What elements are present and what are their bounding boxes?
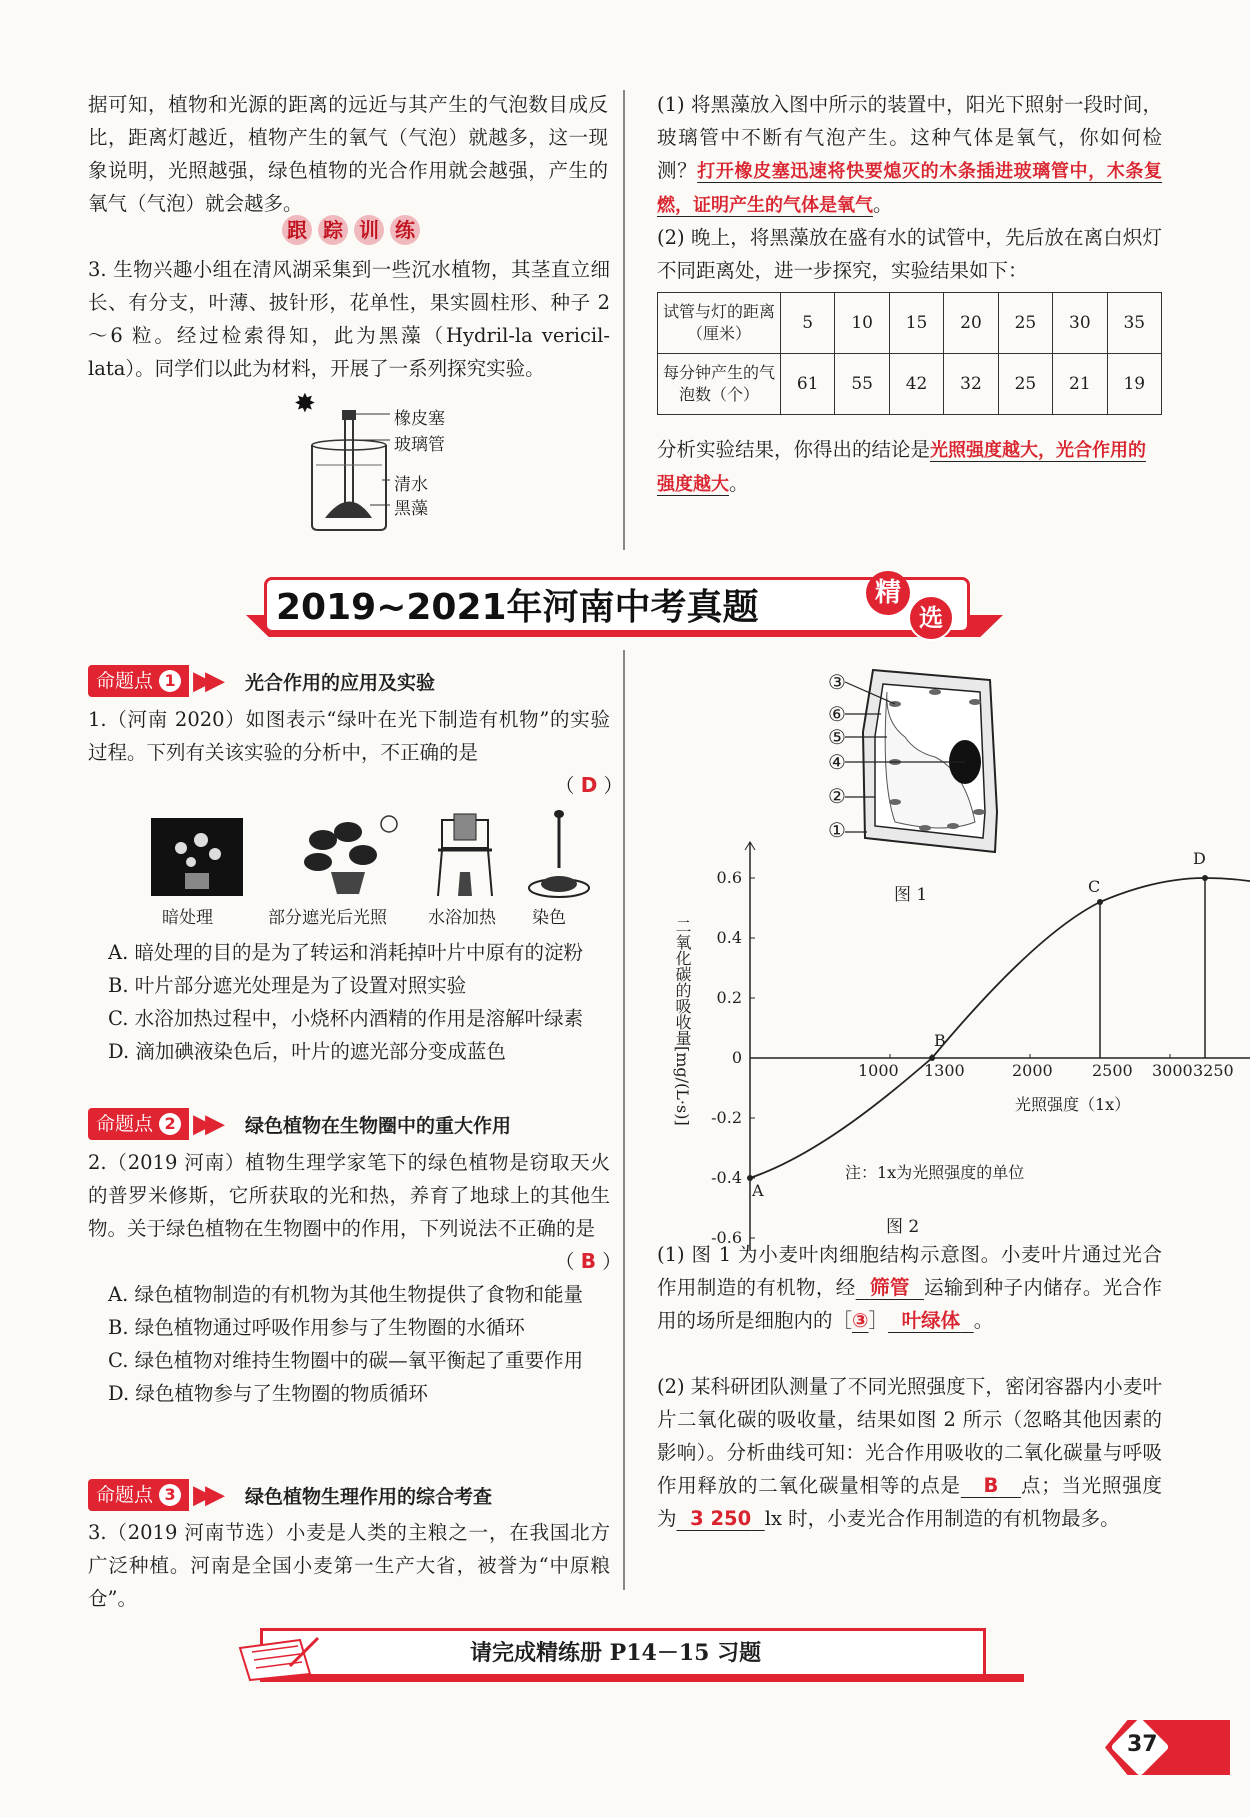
section-banner [246, 577, 1003, 641]
training-heading-char: 练 [390, 215, 420, 245]
top-right-q2: (2) 晚上，将黑藻放在盛有水的试管中，先后放在离白炽灯不同距离处，进一步探究，实验结果如下： [657, 226, 1162, 282]
point-label: C [1088, 877, 1101, 896]
cell-diagram [825, 662, 1005, 862]
answer-chloroplast-num: ③ [852, 1309, 869, 1332]
left-q2-options [108, 1278, 613, 1410]
banner-badge-top: 精 [866, 571, 910, 615]
table-row [658, 293, 1162, 354]
option-b: B. 绿色植物通过呼吸作用参与了生物圈的水循环 [108, 1316, 525, 1339]
y-tick-label: -0.4 [711, 1168, 742, 1187]
point-label: B [934, 1031, 946, 1050]
double-arrow-icon: ▶▶ [193, 1480, 218, 1510]
table-cell: 15 [889, 293, 943, 354]
point-label: D [1193, 849, 1206, 868]
conclusion-answer: 光照强度越大，光合作用的强度越大 [657, 440, 1147, 495]
top-left-paragraph: 据可知，植物和光源的距离的远近与其产生的气泡数目成反比，距离灯越近，植物产生的氧气（气泡）就越多，这一现象说明，光照越强，绿色植物的光合作用就会越强，产生的氧气（气泡）就会越多。 [88, 93, 608, 215]
option-c: C. 水浴加热过程中，小烧杯内酒精的作用是溶解叶绿素 [108, 1007, 584, 1030]
table-cell: 32 [944, 354, 998, 415]
banner-badge-bottom: 选 [908, 595, 954, 641]
apparatus-diagram [290, 390, 490, 540]
data-point [929, 1055, 935, 1061]
top-right-conclusion: 分析实验结果，你得出的结论是光照强度越大，光合作用的强度越大。 [657, 438, 1147, 495]
left-q1-text: 1.（河南 2020）如图表示“绿叶在光下制造有机物”的实验过程。下列有关该实验的分析中，不正确的是 [88, 708, 610, 764]
table-cell: 21 [1053, 354, 1107, 415]
option-b: B. 叶片部分遮光处理是为了设置对照实验 [108, 974, 467, 997]
topic3-title: 绿色植物生理作用的综合考查 [245, 1485, 493, 1508]
cell-label: ⑥ [828, 702, 846, 726]
top-right-q1: (1) 将黑藻放入图中所示的装置中，阳光下照射一段时间，玻璃管中不断有气泡产生。这种气体是氧气，你如何检测？打开橡皮塞迅速将快要熄灭的木条插进玻璃管中，木条复燃，证明产生的气体是氧气。 [657, 93, 1162, 216]
data-point [1097, 899, 1103, 905]
x-tick-label: 1000 [858, 1061, 899, 1080]
water-bath-image [430, 810, 510, 900]
footer-text: 请完成精练册 P14－15 习题 [470, 1640, 762, 1666]
image-caption-dark: 暗处理 [162, 908, 213, 928]
x-tick-label: 1300 [924, 1061, 965, 1080]
topic-badge-1: 命题点 1 ▶▶ 光合作用的应用及实验 [88, 664, 435, 698]
y-tick-label: 0.2 [716, 988, 742, 1007]
data-point [1202, 875, 1208, 881]
table-cell: 5 [781, 293, 835, 354]
footer-bar [230, 1628, 1020, 1683]
banner-title: 2019~2021年河南中考真题 [276, 587, 759, 628]
column-divider-bottom [623, 650, 625, 1590]
left-q2-answer: （ B ） [555, 1249, 622, 1273]
cell-label: ⑤ [828, 725, 846, 749]
apparatus-label-tube: 玻璃管 [394, 435, 445, 455]
pen-paper-icon [230, 1636, 320, 1682]
image-caption-shading: 部分遮光后光照 [268, 908, 387, 928]
double-arrow-icon: ▶▶ [193, 666, 218, 696]
y-tick-label: 0.4 [716, 928, 742, 947]
double-arrow-icon: ▶▶ [193, 1109, 218, 1139]
topic-badge-3: 命题点 3 ▶▶ 绿色植物生理作用的综合考查 [88, 1478, 492, 1512]
training-heading-char: 踪 [318, 215, 348, 245]
cell-label: ③ [828, 670, 846, 694]
option-d: D. 滴加碘液染色后，叶片的遮光部分变成蓝色 [108, 1040, 506, 1063]
x-tick-label: 3250 [1193, 1061, 1234, 1080]
x-tick-label: 2500 [1092, 1061, 1133, 1080]
cell-label: ① [828, 818, 846, 842]
right-q1: (1) 图 1 为小麦叶肉细胞结构示意图。小麦叶片通过光合作用制造的有机物，经 筛管 运输到种子内储存。光合作用的场所是细胞内的［③］ 叶绿体 。 [657, 1243, 1162, 1332]
apparatus-label-algae: 黑藻 [394, 499, 428, 519]
y-tick-label: 0.6 [716, 868, 742, 887]
left-q2-text: 2.（2019 河南）植物生理学家笔下的绿色植物是窃取天火的普罗米修斯，它所获取的光和热，养育了地球上的其他生物。关于绿色植物在生物圈中的作用，下列说法不正确的是 [88, 1151, 610, 1240]
y-tick-label: -0.6 [711, 1228, 742, 1247]
table-cell: 30 [1053, 293, 1107, 354]
table-cell: 42 [889, 354, 943, 415]
y-tick-label: -0.2 [711, 1108, 742, 1127]
table-cell: 20 [944, 293, 998, 354]
topic2-title: 绿色植物在生物圈中的重大作用 [245, 1114, 512, 1137]
cell-label: ② [828, 784, 846, 808]
page-number: 37 [1127, 1732, 1158, 1757]
top-left-q3: 3. 生物兴趣小组在清风湖采集到一些沉水植物，其茎直立细长、有分支，叶薄、披针形，花单性，果实圆柱形、种子 2～6 粒。经过检索得知，此为黑藻（Hydril-la vericil-lata）。同学们以此为材料，开展了一系列探究实验。 [88, 258, 610, 380]
option-a: A. 绿色植物制造的有机物为其他生物提供了食物和能量 [108, 1283, 583, 1306]
experiment-table [657, 292, 1162, 415]
x-tick-label: 3000 [1152, 1061, 1193, 1080]
table-cell: 19 [1107, 354, 1161, 415]
chart-note: 注：1x为光照强度的单位 [845, 1163, 1025, 1182]
chart-ylabel: 二氧化碳的吸收量[mg/(L·s)] [673, 918, 692, 1126]
point-label: A [752, 1181, 764, 1200]
right-q2: (2) 某科研团队测量了不同光照强度下，密闭容器内小麦叶片二氧化碳的吸收量，结果如图 2 所示（忽略其他因素的影响）。分析曲线可知：光合作用吸收的二氧化碳量与呼吸作用释放的二氧化碳量相等的点是 B 点；当光照强度为 3 250 lx 时，小麦光合作用制造的有机物最多。 [657, 1375, 1162, 1530]
answer-phloem: 筛管 [869, 1276, 910, 1299]
left-q3-text: 3.（2019 河南节选）小麦是人类的主粮之一，在我国北方广泛种植。河南是全国小麦第一生产大省，被誉为“中原粮仓”。 [88, 1521, 610, 1610]
answer-chloroplast: 叶绿体 [901, 1309, 961, 1332]
table-cell: 35 [1107, 293, 1161, 354]
table-cell: 25 [998, 293, 1052, 354]
table-cell: 61 [781, 354, 835, 415]
fig2-caption: 图 2 [886, 1217, 920, 1237]
image-caption-water-bath: 水浴加热 [428, 908, 496, 928]
table-header-bubbles: 每分钟产生的气泡数（个） [658, 354, 781, 415]
fig1-caption: 图 1 [894, 885, 928, 905]
apparatus-label-stopper: 橡皮塞 [394, 409, 445, 429]
x-tick-label: 2000 [1012, 1061, 1053, 1080]
sun-icon: ✸ [294, 389, 316, 419]
table-header-distance: 试管与灯的距离（厘米） [658, 293, 781, 354]
training-heading-char: 训 [354, 215, 384, 245]
table-cell: 10 [835, 293, 889, 354]
chart-xlabel: 光照强度（1x） [1015, 1095, 1131, 1114]
left-q1-options [108, 936, 613, 1068]
training-heading [282, 215, 420, 245]
rubber-stopper [342, 410, 356, 420]
column-divider-top [623, 90, 625, 550]
co2-curve [750, 878, 1250, 1178]
option-d: D. 绿色植物参与了生物圈的物质循环 [108, 1382, 428, 1405]
table-cell: 25 [998, 354, 1052, 415]
dark-treatment-image [151, 818, 243, 896]
q1-oxygen-answer: 打开橡皮塞迅速将快要熄灭的木条插进玻璃管中，木条复燃，证明产生的气体是氧气 [657, 161, 1162, 216]
training-heading-char: 跟 [282, 215, 312, 245]
cell-label: ④ [828, 750, 846, 774]
staining-image [523, 808, 593, 900]
page-number-badge [1105, 1720, 1230, 1775]
option-c: C. 绿色植物对维持生物圈中的碳—氧平衡起了重要作用 [108, 1349, 584, 1372]
cell-diagram-labels [828, 669, 846, 843]
topic1-title: 光合作用的应用及实验 [245, 671, 436, 694]
image-caption-staining: 染色 [532, 908, 566, 928]
table-cell: 55 [835, 354, 889, 415]
topic-badge-2: 命题点 2 ▶▶ 绿色植物在生物圈中的重大作用 [88, 1107, 511, 1141]
left-q1-answer: （ D ） [555, 773, 624, 797]
black-algae [325, 502, 372, 519]
option-a: A. 暗处理的目的是为了转运和消耗掉叶片中原有的淀粉 [108, 941, 583, 964]
apparatus-label-water: 清水 [394, 475, 428, 495]
y-tick-label: 0 [731, 1048, 742, 1067]
table-row [658, 354, 1162, 415]
answer-point-b: B [983, 1474, 999, 1497]
answer-light-intensity: 3 250 [690, 1507, 752, 1530]
partial-shading-image [293, 810, 403, 900]
